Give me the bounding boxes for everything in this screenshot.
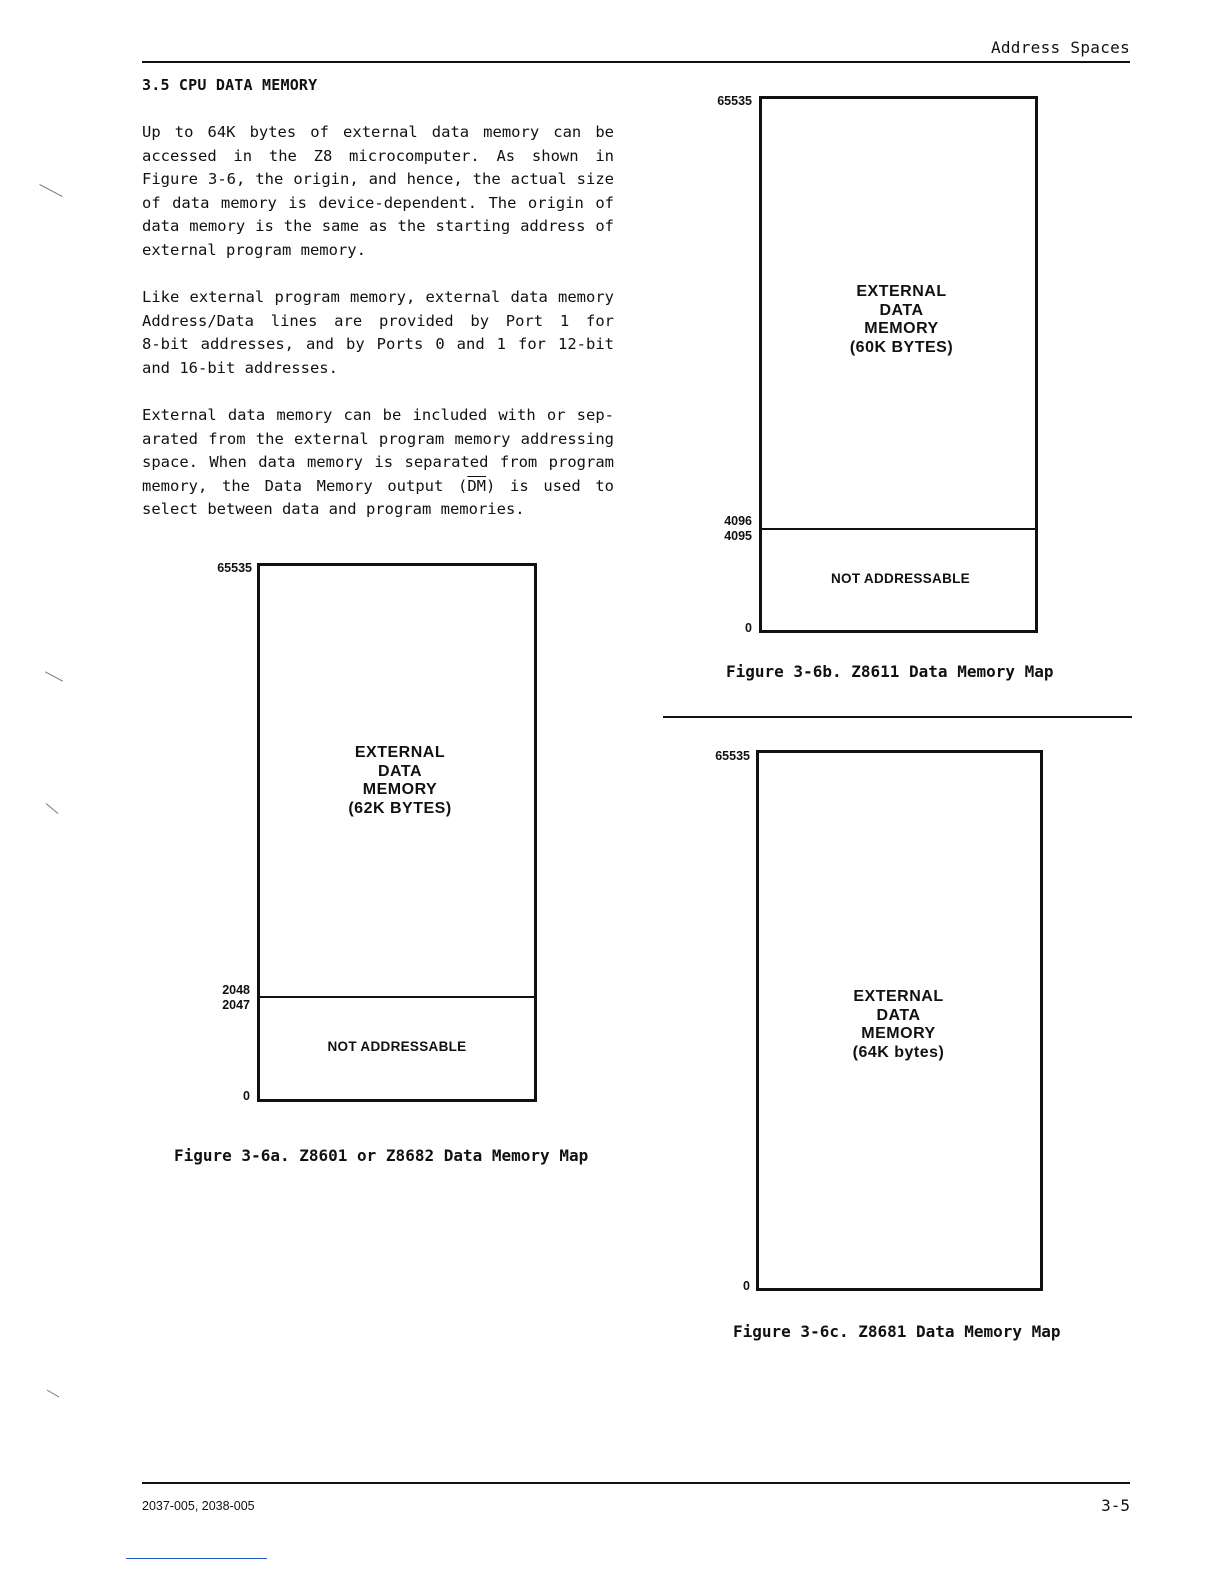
footer-rule — [142, 1482, 1130, 1484]
external-data-memory-region — [755, 988, 1042, 1062]
region-label-line: DATA — [879, 301, 924, 319]
region-label-line: EXTERNAL — [853, 988, 944, 1005]
not-addressable-label: NOT ADDRESSABLE — [830, 571, 970, 586]
paragraph-1 — [142, 121, 614, 262]
region-label-line: EXTERNAL — [856, 283, 947, 300]
address-top: 65535 — [717, 94, 752, 108]
figure-caption: Figure 3-6c. Z8681 Data Memory Map — [733, 1322, 1061, 1341]
region-label-line: DATA — [377, 762, 423, 780]
text-line: data memory is the same as the starting address of — [142, 217, 614, 235]
scan-margin-mark — [46, 803, 59, 814]
text-line-dm — [142, 475, 614, 499]
scan-artifact-line — [126, 1558, 267, 1559]
text-line: accessed in the Z8 microcomputer. As shown in — [142, 146, 614, 165]
figure-caption: Figure 3-6a. Z8601 or Z8682 Data Memory Map — [174, 1146, 589, 1165]
paragraph-3 — [142, 404, 614, 522]
text-line: of data memory is device-dependent. The origin of — [142, 193, 614, 212]
text-line: select between data and program memories. — [142, 500, 525, 518]
address-split-high: 4096 — [724, 514, 752, 528]
region-label-line: MEMORY — [861, 1025, 936, 1042]
address-bottom: 0 — [745, 621, 752, 635]
text-line: External data memory can be included with or sep- — [142, 406, 614, 424]
document-numbers: 2037-005, 2038-005 — [142, 1499, 255, 1513]
figure-separator-rule — [663, 716, 1132, 718]
scan-margin-mark — [47, 1390, 60, 1398]
external-data-memory-region — [762, 283, 1041, 357]
text-fragment: ) is used to — [486, 476, 615, 495]
section-title: 3.5 CPU DATA MEMORY — [142, 76, 318, 94]
region-label-line: DATA — [876, 1006, 921, 1024]
address-bottom: 0 — [243, 1089, 250, 1103]
text-line: arated from the external program memory addressing — [142, 429, 614, 448]
scan-margin-mark — [39, 184, 62, 197]
external-data-memory-region — [260, 744, 540, 818]
text-fragment: memory, the Data Memory output ( — [142, 476, 468, 495]
dm-signal: $\overline{DM}$ — [467, 476, 486, 495]
region-label-line: EXTERNAL — [354, 744, 446, 761]
text-line: space. When data memory is separated from program — [142, 453, 614, 471]
memory-map-box — [759, 96, 1038, 633]
address-split-low: 4095 — [724, 529, 752, 543]
header-rule — [142, 61, 1130, 63]
address-bottom: 0 — [743, 1279, 750, 1293]
address-top: 65535 — [217, 561, 252, 575]
running-header: Address Spaces — [990, 38, 1130, 57]
page-number: 3-5 — [1101, 1496, 1130, 1515]
text-line: Up to 64K bytes of external data memory can be — [142, 123, 614, 141]
address-top: 65535 — [715, 749, 750, 763]
text-line: and 16-bit addresses. — [142, 358, 338, 377]
text-line: Address/Data lines are provided by Port 1 for — [142, 311, 614, 330]
address-split-low: 2047 — [222, 998, 250, 1012]
text-line: Figure 3-6, the origin, and hence, the actual size — [142, 170, 614, 188]
region-label-line: MEMORY — [864, 320, 939, 337]
figure-caption: Figure 3-6b. Z8611 Data Memory Map — [726, 662, 1054, 681]
region-label-line: (64K bytes) — [852, 1043, 945, 1061]
region-divider — [257, 996, 537, 998]
not-addressable-label: NOT ADDRESSABLE — [327, 1039, 467, 1054]
region-label-line: MEMORY — [362, 781, 438, 798]
region-divider — [759, 528, 1038, 530]
memory-map-box — [257, 563, 537, 1102]
text-line: 8-bit addresses, and by Ports 0 and 1 for 12-bit — [142, 335, 614, 353]
text-line: Like external program memory, external data memory — [142, 288, 614, 306]
address-split-high: 2048 — [222, 983, 250, 997]
region-label-line: (60K BYTES) — [849, 338, 954, 356]
paragraph-2 — [142, 286, 614, 380]
region-label-line: (62K BYTES) — [348, 799, 452, 817]
text-line: external program memory. — [142, 240, 366, 259]
scan-margin-mark — [45, 671, 63, 681]
